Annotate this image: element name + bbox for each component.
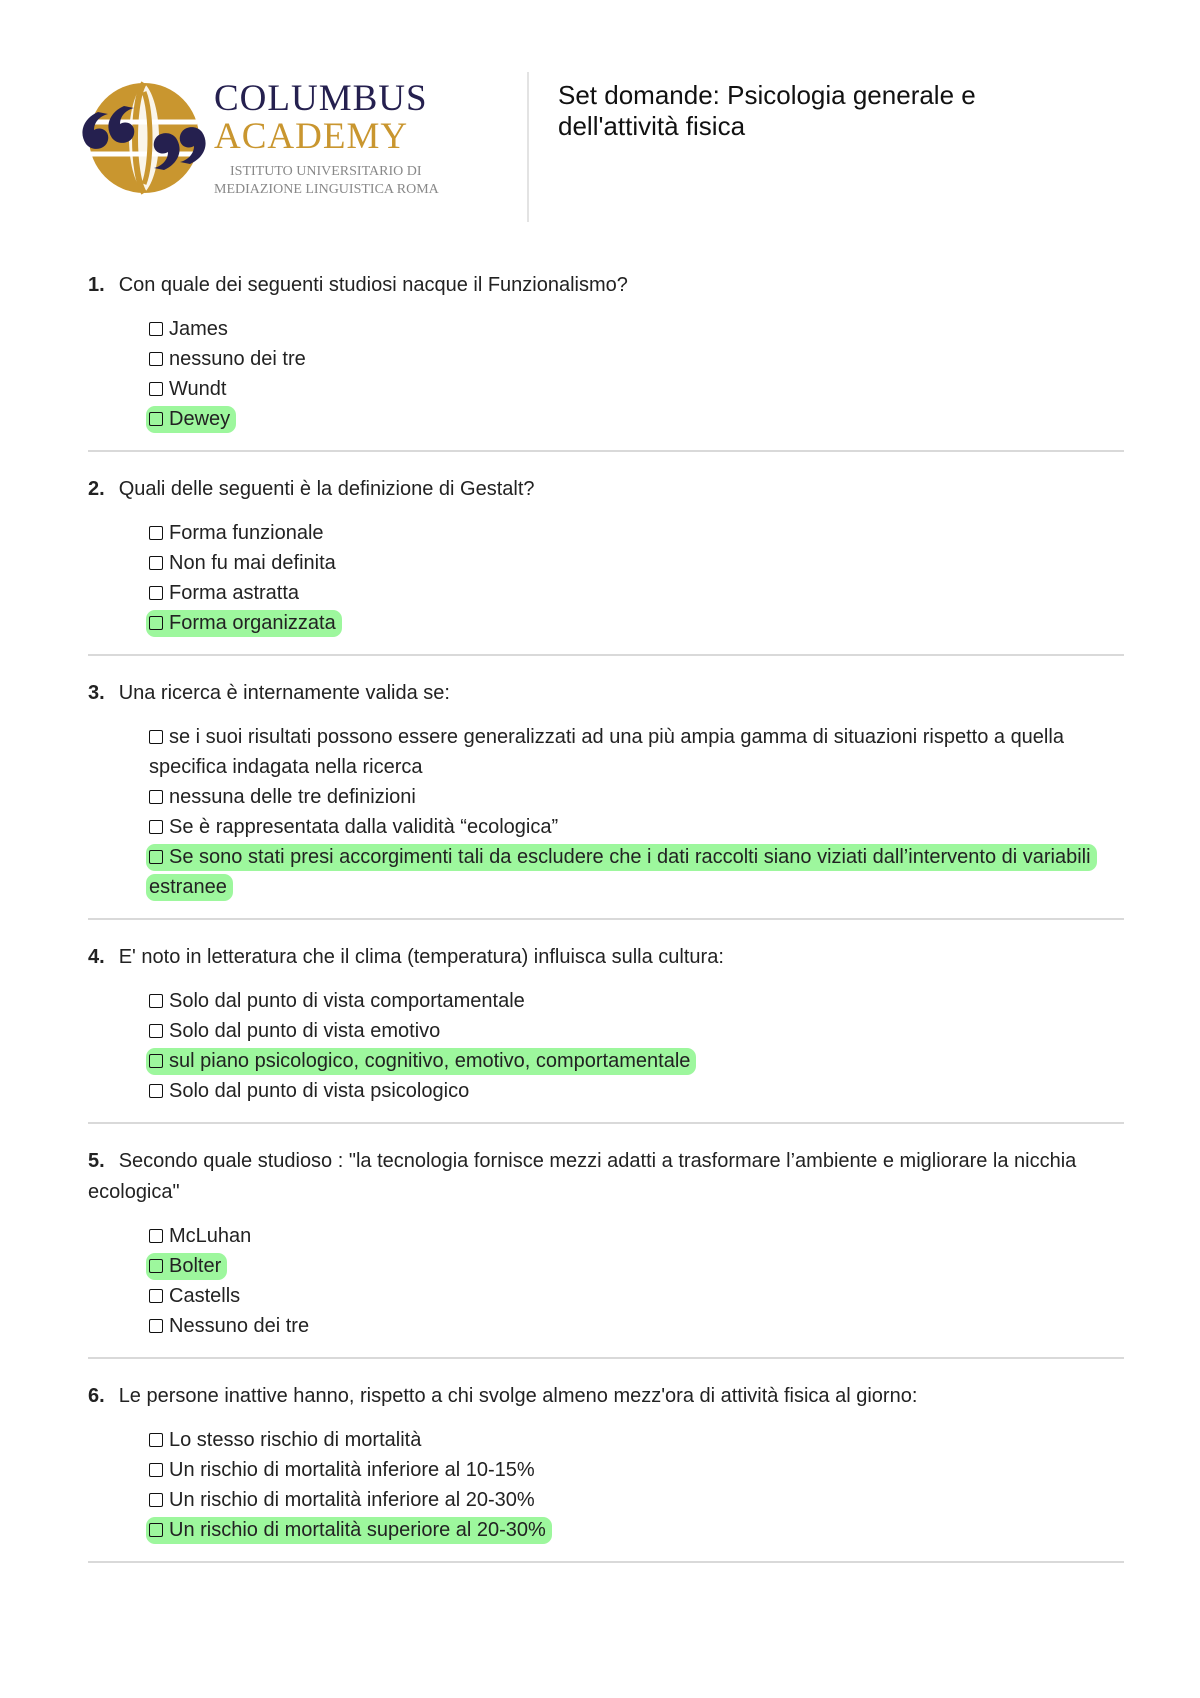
question-number: 3. — [88, 682, 105, 704]
question-separator — [88, 918, 1124, 920]
answer-option-highlighted[interactable] — [149, 608, 1124, 638]
answer-option[interactable] — [149, 1311, 1124, 1341]
header-divider — [527, 72, 529, 222]
answer-wrap — [149, 786, 416, 808]
answer-label: sul piano psicologico, cognitivo, emotivo, comportamentale — [169, 1050, 691, 1072]
question-separator — [88, 1122, 1124, 1124]
question-label: Una ricerca è internamente valida se: — [118, 682, 450, 704]
question-label: E' noto in letteratura che il clima (temperatura) influisca sulla cultura: — [118, 946, 724, 968]
answer-wrap — [149, 1020, 440, 1042]
answer-wrap — [149, 1315, 309, 1337]
answer-label: se i suoi risultati possono essere generalizzati ad una più ampia gamma di situazioni rispetto a quella specifica indagata nella ricerca — [149, 726, 1064, 778]
answer-option[interactable] — [149, 578, 1124, 608]
answer-label: nessuno dei tre — [169, 348, 306, 370]
answer-option[interactable] — [149, 344, 1124, 374]
answer-option[interactable] — [149, 314, 1124, 344]
columbus-academy-logo — [80, 72, 490, 222]
answer-label: McLuhan — [169, 1225, 252, 1247]
question-label: Con quale dei seguenti studiosi nacque il Funzionalismo? — [118, 274, 628, 296]
question-separator — [88, 450, 1124, 452]
question-list — [88, 270, 1124, 1585]
question-separator — [88, 1561, 1124, 1563]
answer-label: nessuna delle tre definizioni — [169, 786, 416, 808]
answer-option[interactable] — [149, 1281, 1124, 1311]
answer-wrap — [149, 726, 1064, 778]
answer-label: Forma funzionale — [169, 522, 324, 544]
answer-wrap — [149, 348, 306, 370]
answer-highlight — [146, 844, 1097, 901]
answer-option[interactable] — [149, 986, 1124, 1016]
question-label: Le persone inattive hanno, rispetto a chi svolge almeno mezz'ora di attività fisica al giorno: — [118, 1385, 918, 1407]
question-text — [88, 678, 1124, 709]
answer-option[interactable] — [149, 1455, 1124, 1485]
checkbox-icon[interactable] — [149, 556, 163, 570]
question-number: 6. — [88, 1385, 105, 1407]
question-6 — [88, 1381, 1124, 1563]
answer-option[interactable] — [149, 374, 1124, 404]
question-number: 2. — [88, 478, 105, 500]
answer-option[interactable] — [149, 812, 1124, 842]
checkbox-icon[interactable] — [149, 1024, 163, 1038]
answer-label: Bolter — [169, 1255, 222, 1277]
answer-option[interactable] — [149, 548, 1124, 578]
question-separator — [88, 654, 1124, 656]
answer-option[interactable] — [149, 1076, 1124, 1106]
answer-label: Castells — [169, 1285, 241, 1307]
question-text — [88, 474, 1124, 505]
answer-option[interactable] — [149, 722, 1124, 782]
checkbox-icon[interactable] — [149, 586, 163, 600]
option-list — [149, 1425, 1124, 1545]
answer-highlight — [146, 1253, 227, 1280]
question-number: 4. — [88, 946, 105, 968]
option-list — [149, 986, 1124, 1106]
checkbox-icon[interactable] — [149, 1054, 163, 1068]
checkbox-icon[interactable] — [149, 1229, 163, 1243]
checkbox-icon[interactable] — [149, 994, 163, 1008]
checkbox-icon[interactable] — [149, 352, 163, 366]
checkbox-icon[interactable] — [149, 616, 163, 630]
answer-wrap — [149, 990, 525, 1012]
question-text — [88, 1381, 1124, 1412]
checkbox-icon[interactable] — [149, 1289, 163, 1303]
globe-icon — [82, 83, 205, 193]
answer-option-highlighted[interactable] — [149, 1515, 1124, 1545]
answer-option[interactable] — [149, 1221, 1124, 1251]
option-list — [149, 518, 1124, 638]
answer-highlight — [146, 406, 236, 433]
answer-option[interactable] — [149, 1485, 1124, 1515]
question-label: Secondo quale studioso : "la tecnologia fornisce mezzi adatti a trasformare l’ambiente e migliorare la nicchia ecologica" — [88, 1150, 1077, 1203]
answer-option[interactable] — [149, 1425, 1124, 1455]
checkbox-icon[interactable] — [149, 850, 163, 864]
answer-label: Forma organizzata — [169, 612, 336, 634]
checkbox-icon[interactable] — [149, 1493, 163, 1507]
answer-option-highlighted[interactable] — [149, 1046, 1124, 1076]
answer-wrap — [149, 1429, 421, 1451]
answer-label: Solo dal punto di vista psicologico — [169, 1080, 470, 1102]
question-5 — [88, 1146, 1124, 1359]
option-list — [149, 1221, 1124, 1341]
answer-label: Nessuno dei tre — [169, 1315, 310, 1337]
question-number: 1. — [88, 274, 105, 296]
checkbox-icon[interactable] — [149, 790, 163, 804]
answer-option-highlighted[interactable] — [149, 1251, 1124, 1281]
question-1 — [88, 270, 1124, 452]
logo-line-mediazione: MEDIAZIONE LINGUISTICA ROMA — [214, 182, 439, 197]
answer-wrap — [149, 582, 299, 604]
logo-line-istituto: ISTITUTO UNIVERSITARIO DI — [230, 164, 422, 179]
answer-label: James — [169, 318, 228, 340]
answer-option[interactable] — [149, 1016, 1124, 1046]
answer-wrap — [149, 816, 558, 838]
logo-line-academy: ACADEMY — [214, 116, 409, 157]
answer-wrap — [149, 552, 336, 574]
answer-wrap — [149, 1225, 251, 1247]
answer-label: Se sono stati presi accorgimenti tali da escludere che i dati raccolti siano viziati dall’intervento di variabili estranee — [149, 846, 1091, 898]
answer-label: Lo stesso rischio di mortalità — [169, 1429, 422, 1451]
checkbox-icon[interactable] — [149, 1523, 163, 1537]
answer-option[interactable] — [149, 518, 1124, 548]
answer-label: Solo dal punto di vista emotivo — [169, 1020, 441, 1042]
checkbox-icon[interactable] — [149, 1084, 163, 1098]
answer-wrap — [149, 1459, 535, 1481]
answer-option-highlighted[interactable] — [149, 842, 1124, 902]
answer-option-highlighted[interactable] — [149, 404, 1124, 434]
answer-wrap — [149, 1080, 469, 1102]
answer-label: Un rischio di mortalità inferiore al 20-30% — [169, 1489, 535, 1511]
checkbox-icon[interactable] — [149, 1463, 163, 1477]
question-number: 5. — [88, 1150, 105, 1172]
checkbox-icon[interactable] — [149, 526, 163, 540]
checkbox-icon[interactable] — [149, 412, 163, 426]
answer-wrap — [149, 378, 226, 400]
answer-label: Wundt — [169, 378, 227, 400]
option-list — [149, 314, 1124, 434]
answer-label: Solo dal punto di vista comportamentale — [169, 990, 525, 1012]
answer-label: Un rischio di mortalità superiore al 20-30% — [169, 1519, 546, 1541]
checkbox-icon[interactable] — [149, 1433, 163, 1447]
checkbox-icon[interactable] — [149, 730, 163, 744]
answer-highlight — [146, 610, 342, 637]
question-separator — [88, 1357, 1124, 1359]
checkbox-icon[interactable] — [149, 820, 163, 834]
answer-label: Se è rappresentata dalla validità “ecologica” — [169, 816, 559, 838]
document-title: Set domande: Psicologia generale e dell'attività fisica — [558, 80, 976, 141]
question-3 — [88, 678, 1124, 920]
question-text — [88, 270, 1124, 301]
answer-label: Un rischio di mortalità inferiore al 10-15% — [169, 1459, 535, 1481]
checkbox-icon[interactable] — [149, 1259, 163, 1273]
question-label: Quali delle seguenti è la definizione di Gestalt? — [118, 478, 535, 500]
checkbox-icon[interactable] — [149, 382, 163, 396]
question-4 — [88, 942, 1124, 1124]
question-text — [88, 1146, 1124, 1208]
question-2 — [88, 474, 1124, 656]
answer-wrap — [149, 522, 324, 544]
question-text — [88, 942, 1124, 973]
answer-label: Dewey — [169, 408, 231, 430]
checkbox-icon[interactable] — [149, 322, 163, 336]
answer-option[interactable] — [149, 782, 1124, 812]
answer-wrap — [149, 1285, 240, 1307]
answer-highlight — [146, 1517, 552, 1544]
answer-label: Forma astratta — [169, 582, 300, 604]
page-header — [80, 72, 1120, 232]
answer-label: Non fu mai definita — [169, 552, 336, 574]
option-list — [149, 722, 1124, 902]
answer-wrap — [149, 1489, 535, 1511]
answer-highlight — [146, 1048, 696, 1075]
logo-line-columbus: COLUMBUS — [214, 78, 428, 119]
answer-wrap — [149, 318, 228, 340]
checkbox-icon[interactable] — [149, 1319, 163, 1333]
